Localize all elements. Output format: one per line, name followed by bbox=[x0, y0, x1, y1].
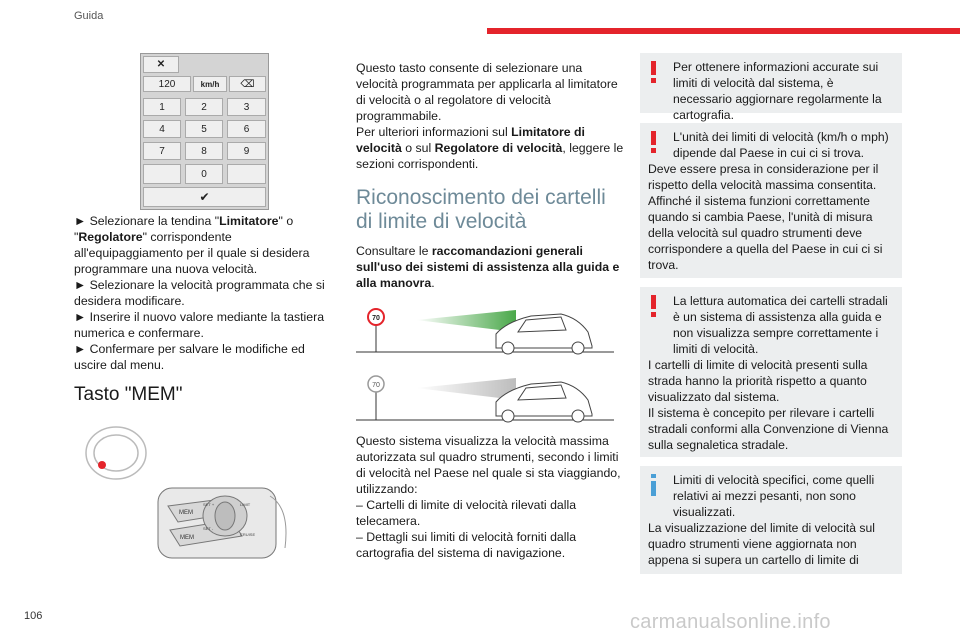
step-4 bbox=[74, 341, 334, 373]
keypad-key-5: 5 bbox=[185, 120, 223, 138]
check-icon: ✔ bbox=[143, 187, 266, 207]
note-text: Per ottenere informazioni accurate sui limiti di velocità dal sistema, è necessario aggiornare regolarmente la cartografia. bbox=[673, 60, 882, 122]
header-section-title: Guida bbox=[74, 10, 104, 22]
header-accent-bar bbox=[487, 28, 960, 34]
stalk-highlight-dot bbox=[98, 461, 106, 469]
sign-recognition-illustration bbox=[356, 300, 618, 430]
backspace-icon: ⌫ bbox=[229, 76, 266, 92]
step-text: Selezionare la velocità programmata che si desidera modificare. bbox=[74, 278, 325, 308]
note-text: Affinché il sistema funzioni correttamente quando si cambia Paese, l'unità di misura della velocità sul quadro strumenti deve corrispondere a quella del Paese in cui ci si trova. bbox=[648, 194, 883, 272]
speed-value-field: 120 bbox=[143, 76, 191, 92]
middle-intro bbox=[356, 60, 626, 172]
alert-icon bbox=[651, 295, 657, 317]
note-text: La visualizzazione del limite di velocità sul quadro strumenti viene aggiornata non appena si supera un cartello di limite di bbox=[648, 521, 875, 567]
consult-paragraph bbox=[356, 243, 626, 291]
alert-icon bbox=[651, 131, 657, 153]
note-text: I cartelli di limite di velocità presenti sulla strada hanno la priorità rispetto a quanto visualizzato dal sistema. bbox=[648, 358, 868, 404]
note-text: Deve essere presa in considerazione per il rispetto della velocità massima consentita. bbox=[648, 162, 879, 192]
consult-text: Consultare le bbox=[356, 244, 432, 258]
step-bullet: ► bbox=[74, 214, 87, 228]
car-2-wheel-rear bbox=[572, 410, 584, 422]
intro-text: Per ulteriori informazioni sul bbox=[356, 125, 512, 139]
speed-keypad-illustration bbox=[140, 53, 269, 210]
note-alert-3 bbox=[640, 287, 902, 457]
section-heading: Riconoscimento dei cartelli di limite di velocità bbox=[356, 186, 606, 233]
limit-label: LIMIT bbox=[240, 502, 251, 507]
keypad-key-9: 9 bbox=[227, 142, 266, 160]
step-bullet: ► bbox=[74, 342, 87, 356]
left-steps bbox=[74, 213, 334, 373]
note-alert-2 bbox=[640, 123, 902, 278]
step-text: " o " bbox=[74, 214, 294, 244]
keypad-key-1: 1 bbox=[143, 98, 181, 116]
note-text: La lettura automatica dei cartelli stradali è un sistema di assistenza alla guida e non visualizza sempre correttamente i limiti di velocità. bbox=[673, 294, 888, 356]
body-dash-2: – Dettagli sui limiti di velocità forniti dalla cartografia del sistema di navigazione. bbox=[356, 530, 577, 560]
keypad-key-4: 4 bbox=[143, 120, 181, 138]
steering-wheel bbox=[86, 427, 146, 479]
keypad-key-7: 7 bbox=[143, 142, 181, 160]
step-text: Confermare per salvare le modifiche ed uscire dal menu. bbox=[74, 342, 305, 372]
intro-text: , leggere le sezioni corrispondenti. bbox=[356, 141, 624, 171]
intro-paragraph-2 bbox=[356, 124, 626, 172]
car-1-wheel-front bbox=[502, 342, 514, 354]
alert-icon bbox=[651, 61, 657, 83]
step-bullet: ► bbox=[74, 310, 87, 324]
cruise-label: CRUISE bbox=[240, 532, 256, 537]
intro-text: o sul bbox=[401, 141, 435, 155]
info-icon bbox=[651, 474, 657, 496]
intro-bold: Regolatore di velocità bbox=[434, 141, 563, 155]
set-minus-label: SET - bbox=[203, 526, 214, 531]
mem-label-top: MEM bbox=[179, 510, 193, 516]
cruise-stalk bbox=[158, 488, 276, 558]
system-description bbox=[356, 433, 626, 561]
mem-label-bottom: MEM bbox=[180, 535, 194, 541]
note-info-4 bbox=[640, 466, 902, 574]
keypad-key-blank-left bbox=[143, 164, 181, 184]
watermark: carmanualsonline.info bbox=[630, 611, 831, 633]
step-text: Selezionare la tendina " bbox=[89, 214, 220, 228]
step-bullet: ► bbox=[74, 278, 87, 292]
page-number: 106 bbox=[24, 610, 43, 622]
car-2-wheel-front bbox=[502, 410, 514, 422]
keypad-key-6: 6 bbox=[227, 120, 266, 138]
speed-sign-2-value: 70 bbox=[372, 382, 380, 389]
close-icon: ✕ bbox=[143, 56, 179, 73]
step-bold: Regolatore bbox=[78, 230, 143, 244]
note-text: Limiti di velocità specifici, come quelli relativi ai mezzi pesanti, non sono visualizzati. bbox=[673, 473, 875, 519]
body-paragraph: Questo sistema visualizza la velocità massima autorizzata sul quadro strumenti, secondo i limiti di velocità nel Paese nel quale si sta viaggiando, utilizzando: bbox=[356, 434, 621, 496]
step-text: Inserire il nuovo valore mediante la tastiera numerica e confermare. bbox=[74, 310, 325, 340]
intro-bold: Limitatore di velocità bbox=[356, 125, 585, 155]
speed-sign-1-value: 70 bbox=[372, 315, 380, 322]
keypad-key-blank-right bbox=[227, 164, 266, 184]
note-text: L'unità dei limiti di velocità (km/h o mph) dipende dal Paese in cui ci si trova. bbox=[673, 130, 889, 160]
note-alert-1 bbox=[640, 53, 902, 122]
step-bold: Limitatore bbox=[219, 214, 279, 228]
step-3 bbox=[74, 309, 334, 341]
set-plus-label: SET + bbox=[203, 502, 215, 507]
consult-text: . bbox=[431, 276, 435, 290]
keypad-key-3: 3 bbox=[227, 98, 266, 116]
keypad-key-8: 8 bbox=[185, 142, 223, 160]
note-text: Il sistema è concepito per rilevare i cartelli stradali conformi alla Convenzione di Vienna sulla segnaletica stradale. bbox=[648, 406, 889, 452]
mem-heading: Tasto "MEM" bbox=[74, 384, 183, 405]
body-dash-1: – Cartelli di limite di velocità rilevati dalla telecamera. bbox=[356, 498, 577, 528]
step-text: " corrispondente all'equipaggiamento per il quale si desidera programmare una nuova velocità. bbox=[74, 230, 310, 276]
intro-paragraph-1: Questo tasto consente di selezionare una velocità programmata per applicarla al limitatore di velocità o al regolatore di velocità programmabile. bbox=[356, 61, 618, 123]
steering-stalk-illustration bbox=[80, 418, 300, 570]
car-1-wheel-rear bbox=[572, 342, 584, 354]
keypad-key-2: 2 bbox=[185, 98, 223, 116]
consult-bold: raccomandazioni generali sull'uso dei sistemi di assistenza alla guida e alla manovra bbox=[356, 244, 620, 290]
keypad-key-0: 0 bbox=[185, 164, 223, 184]
unit-label: km/h bbox=[193, 76, 227, 92]
step-1 bbox=[74, 213, 334, 277]
step-2 bbox=[74, 277, 334, 309]
